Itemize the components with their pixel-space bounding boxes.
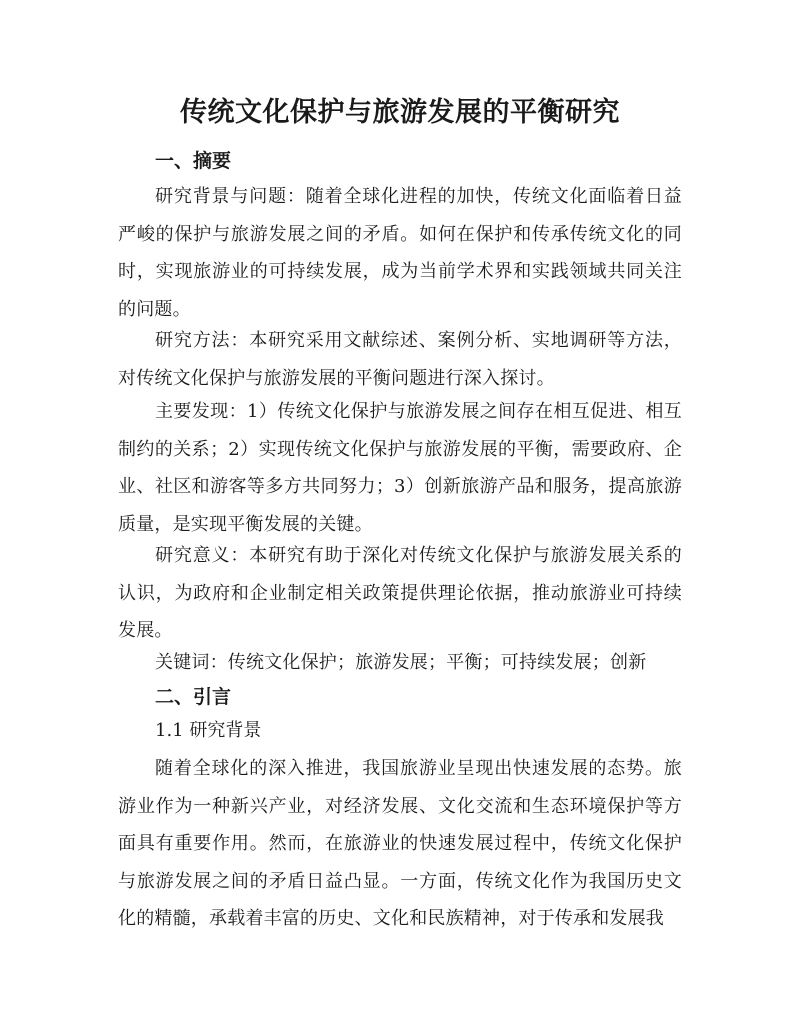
- intro-paragraph: 随着全球化的深入推进，我国旅游业呈现出快速发展的态势。旅游业作为一种新兴产业，对经济发展、文化交流和生态环境保护等方面具有重要作用。然而，在旅游业的快速发展过程中，传统文化保护与旅游发展之间的矛盾日益凸显。一方面，传统文化作为我国历史文化的精髓，承载着丰富的历史、文化和民族精神，对于传承和发展我: [118, 758, 682, 929]
- intro-subheading: 1.1 研究背景: [155, 720, 262, 741]
- document-title: 传统文化保护与旅游发展的平衡研究: [180, 97, 620, 128]
- keywords-line: 关键词：传统文化保护；旅游发展；平衡；可持续发展；创新: [155, 652, 647, 673]
- abstract-background-paragraph: 研究背景与问题：随着全球化进程的加快，传统文化面临着日益严峻的保护与旅游发展之间的矛盾。如何在保护和传承传统文化的同时，实现旅游业的可持续发展，成为当前学术界和实践领域共同关注的问题。: [118, 186, 682, 320]
- abstract-methods-paragraph: 研究方法：本研究采用文献综述、案例分析、实地调研等方法，对传统文化保护与旅游发展的平衡问题进行深入探讨。: [118, 330, 682, 389]
- intro-heading: 二、引言: [155, 686, 232, 708]
- abstract-heading: 一、摘要: [155, 150, 232, 172]
- abstract-significance-paragraph: 研究意义：本研究有助于深化对传统文化保护与旅游发展关系的认识，为政府和企业制定相关政策提供理论依据，推动旅游业可持续发展。: [118, 545, 682, 641]
- abstract-findings-paragraph: 主要发现：1）传统文化保护与旅游发展之间存在相互促进、相互制约的关系；2）实现传统文化保护与旅游发展的平衡，需要政府、企业、社区和游客等多方共同努力；3）创新旅游产品和服务，提高旅游质量，是实现平衡发展的关键。: [118, 401, 682, 535]
